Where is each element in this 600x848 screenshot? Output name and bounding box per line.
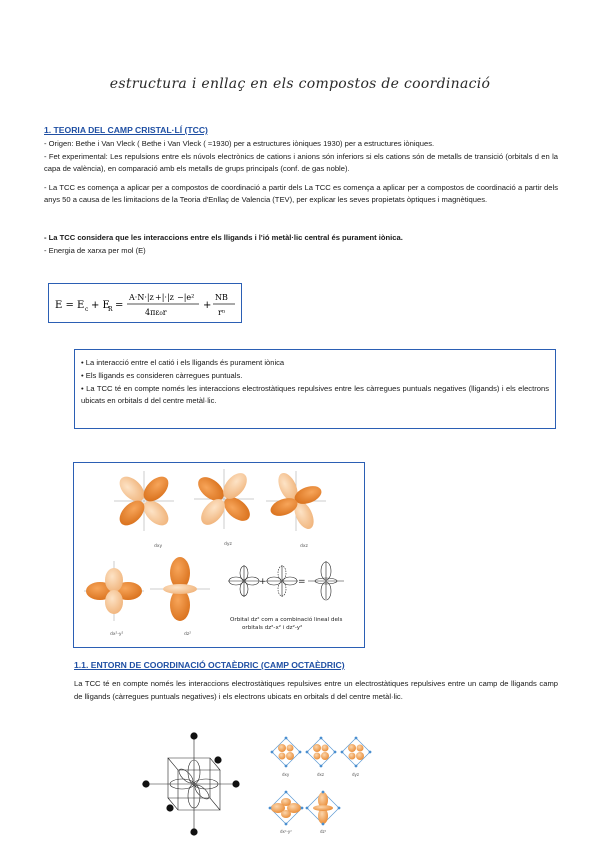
svg-text:+: + <box>203 300 212 311</box>
formula-repulsion-num: NB <box>215 293 228 302</box>
label-dxy: dxy <box>154 544 163 549</box>
oct-label: dxy <box>282 772 290 777</box>
page-title: estructura i enllaç en els compostos de coordinació <box>109 76 491 92</box>
orbital-dxz-icon <box>266 470 326 532</box>
origin-line: - Origen: Bethe i Van Vleck ( Bethe i Van Vleck ( ≈1930) per a estructures iòniques 1930) per a estructures iòniques. <box>44 139 435 148</box>
oct-label: dxz <box>317 772 325 777</box>
formula-denominator: 4πε₀r <box>145 308 167 317</box>
octahedral-field-sketch <box>140 728 240 845</box>
combination-caption-1: Orbital dz² com a combinació lineal dels <box>230 617 343 623</box>
octahedral-description: La TCC té en compte només les interaccions electrostàtiques repulsives entre un electrostàtiques repulsives entre un camp de lligands camp de lligands (càrregues puntuals negatives) i els electrons ubicats en orbitals d del centre metàl·lic. <box>74 679 558 701</box>
d-orbitals-figure <box>73 462 365 648</box>
formula-numerator-b: +|·|z <box>155 293 174 302</box>
assumption-item: • La TCC té en compte només les interaccions electrostàtiques repulsives entre les càrregues puntuals negatives (lligands) i els electrons ubicats en orbitals d del centre metàl·lic. <box>81 383 549 406</box>
linear-combination-sketch <box>228 561 344 600</box>
svg-text:=: = <box>298 577 306 587</box>
oct-label: dx²-y² <box>280 829 292 834</box>
octahedral-orbitals-figure <box>268 736 378 841</box>
tcc-application: - La TCC es comença a aplicar per a compostos de coordinació a partir dels La TCC es comença a aplicar per a compostos de coordinació a partir dels anys 50 a causa de les limitacions de la Teoria d'Enllaç de Valencia (TEV), per explicar les seves propietats òptiques i magnètiques. <box>44 183 558 205</box>
orbital-dx2-y2-icon <box>84 561 144 621</box>
orbital-dxy-icon <box>114 471 174 531</box>
svg-text:+: + <box>259 577 267 587</box>
orbital-dyz-icon <box>194 469 255 530</box>
label-dz2: dz² <box>184 632 192 637</box>
orbital-dz2-icon <box>150 557 210 621</box>
label-dxz: dxz <box>300 544 308 549</box>
lattice-energy-line: - Energia de xarxa per mol (E) <box>44 246 146 255</box>
lattice-energy-formula <box>48 283 242 323</box>
label-dx2-y2: dx²-y² <box>110 632 124 637</box>
oct-label: dz² <box>320 829 327 834</box>
formula-eq: = <box>115 300 124 311</box>
formula-er: + E <box>91 300 110 311</box>
formula-sub-r: R <box>108 306 113 313</box>
section-heading-octahedral: 1.1. ENTORN DE COORDINACIÓ OCTAÈDRIC (CAMP OCTAÈDRIC) <box>74 660 345 670</box>
assumption-item: • La interacció entre el catió i els lligands és purament iònica <box>81 358 285 367</box>
combination-caption-2: orbitals dz²-x² i dz²-y² <box>242 625 303 631</box>
assumptions-box <box>74 349 556 429</box>
section-heading-tcc: 1. TEORIA DEL CAMP CRISTAL·LÍ (TCC) <box>44 125 208 135</box>
formula-sub-c: c <box>85 306 89 313</box>
experimental-fact: - Fet experimental: Les repulsions entre els núvols electrònics de cations i anions són inferiors si els cations són de metalls de transició (orbitals d en la capa de valència), en comparació amb els metalls de grups principals (conf. de gas noble). <box>44 152 558 174</box>
tcc-ionic-statement: - La TCC considera que les interaccions entre els lligands i l'ió metàl·lic central és purament iònica. <box>44 233 403 242</box>
formula-numerator-a: A·N·|z <box>129 293 154 302</box>
label-dyz: dyz <box>224 542 232 547</box>
assumption-item: • Els lligands es consideren càrregues puntuals. <box>81 370 243 380</box>
oct-label: dyz <box>352 772 360 777</box>
formula-repulsion-den: rⁿ <box>218 308 226 317</box>
formula-lhs: E = E <box>55 300 85 311</box>
formula-numerator-c: −|e² <box>177 293 195 302</box>
